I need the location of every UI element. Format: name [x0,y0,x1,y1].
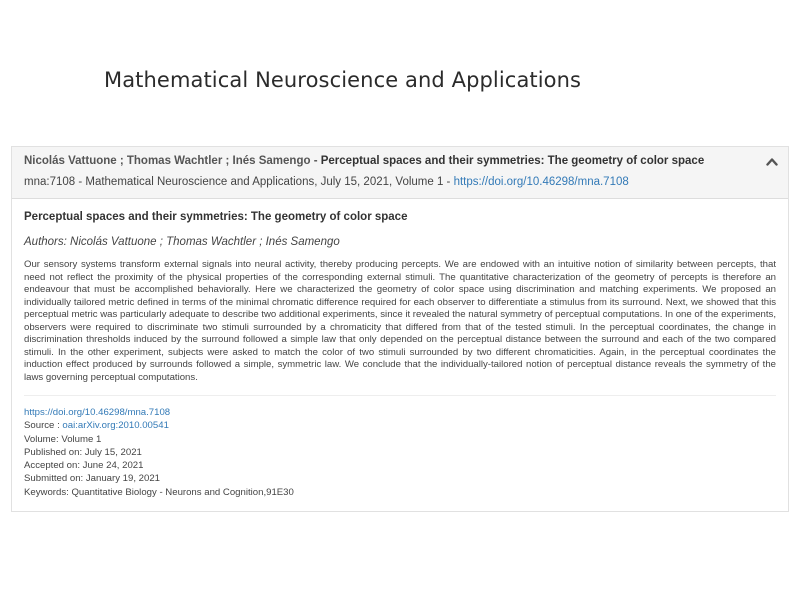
journal-title: Mathematical Neuroscience and Applications [104,68,582,92]
heading-separator: - [310,155,321,167]
article-panel-body [12,199,788,499]
source-link[interactable]: oai:arXiv.org:2010.00541 [62,420,169,432]
collapse-toggle-button[interactable] [764,153,780,169]
article-metadata [24,406,776,499]
article-panel [11,146,789,512]
heading-authors: Nicolás Vattuone ; Thomas Wachtler ; Inés Samengo [24,155,311,167]
doi-link[interactable]: https://doi.org/10.46298/mna.7108 [24,407,171,418]
volume-row: Volume: Volume 1 [24,433,102,445]
heading-paper-title: Perceptual spaces and their symmetries: The geometry of color space [320,155,705,167]
keywords-row: Keywords: Quantitative Biology - Neurons and Cognition,91E30 [24,486,294,498]
citation-line [24,174,776,190]
source-label: Source : [24,420,63,432]
article-title: Perceptual spaces and their symmetries: The geometry of color space [24,211,408,223]
article-authors: Authors: Nicolás Vattuone ; Thomas Wachtler ; Inés Samengo [24,236,340,248]
published-row: Published on: July 15, 2021 [24,446,142,458]
accepted-row: Accepted on: June 24, 2021 [24,460,144,472]
article-panel-heading[interactable] [12,147,788,199]
chevron-up-icon [766,157,778,166]
citation-text: mna:7108 - Mathematical Neuroscience and Applications, July 15, 2021, Volume 1 - [24,176,454,188]
heading-line [24,153,776,169]
citation-doi-link[interactable]: https://doi.org/10.46298/mna.7108 [453,176,629,188]
source-row [24,419,776,432]
submitted-row: Submitted on: January 19, 2021 [24,473,161,485]
article-abstract: Our sensory systems transform external signals into neural activity, thereby producing percepts. We are endowed with an intuitive notion of similarity between percepts, that need not reflect the proximity of the physical properties of the corresponding external stimuli. The quantitative characterization of the geometry of percepts is therefore an endeavour that must be accomplished behaviorally. Here we characterized the geometry of color space using discrimination and matching experiments. We proposed an individually tailored metric defined in terms of the minimal chromatic difference required for each observer to differentiate a stimulus from its surround. Next, we showed that this perceptual metric was particularly adequate to describe two additional experiments, since it revealed the natural symmetry of perceptual computations. In one of the experiments, observers were required to discriminate two stimuli surrounded by a chromaticity that differed from that of the tested stimuli. In the perceptual coordinates, the change in discrimination thresholds induced by the surround followed a simple law that only depended on the perceptual distance between the surround and each of the two compared stimuli. In the other experiment, subjects were asked to match the color of two stimuli surrounded by two different chromaticities. Again, in the perceptual coordinates the induction effect produced by surrounds followed a simple, symmetric law. We conclude that the individually-tailored notion of perceptual distance reveals the symmetry of the laws governing perceptual computations. [24,259,776,396]
